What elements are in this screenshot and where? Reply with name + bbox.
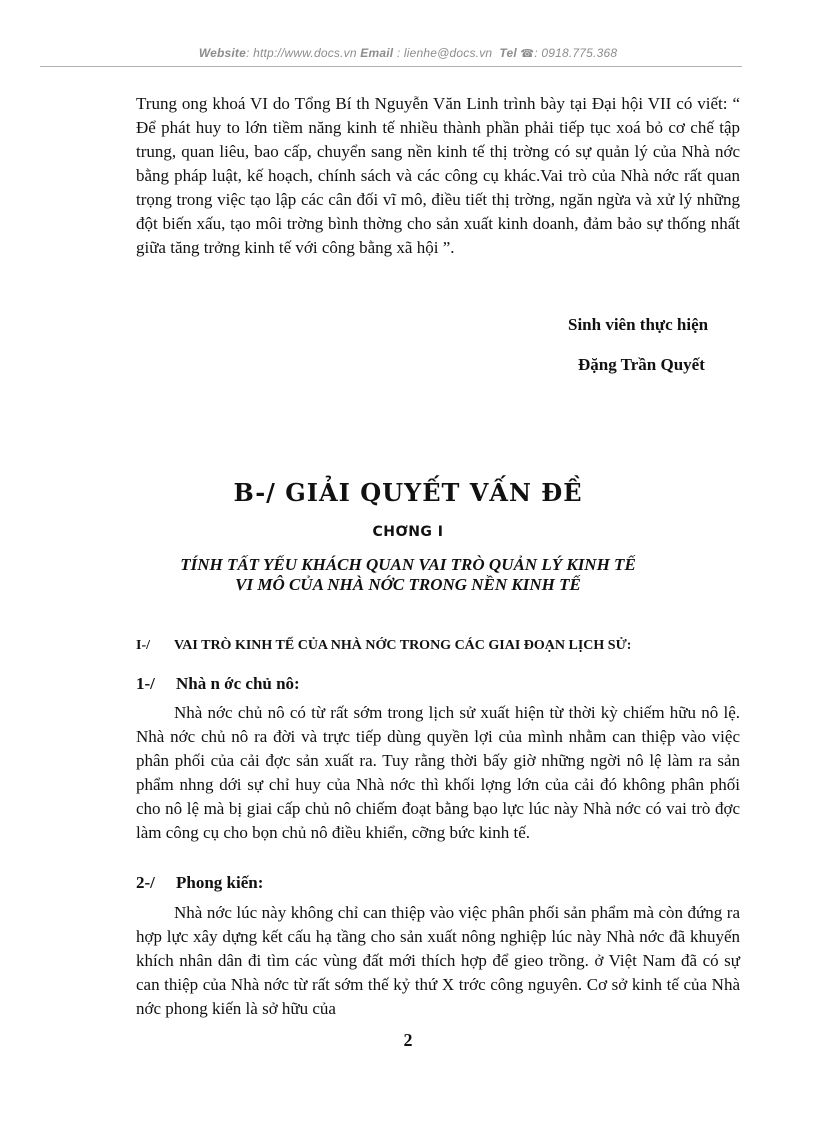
chapter-label: CHƠNG I	[372, 524, 444, 540]
header-divider	[40, 66, 742, 67]
subheading-2-number: 2-/	[136, 873, 155, 892]
page-number: 2	[403, 1030, 413, 1050]
paragraph-intro	[136, 92, 740, 260]
tel-value: : 0918.775.368	[534, 46, 618, 60]
body-section-2-text: Nhà nớc lúc này không chỉ can thiệp vào việc phân phối sản phẩm mà còn đứng ra hợp lực xây dựng kết cấu hạ tầng cho sản xuất nông nghiệp lúc này Nhà nớc đã khuyến khích nhân dân đi tìm các vùng đất mới thích hợp để gieo trồng. ở Việt Nam đã có sự can thiệp của Nhà nớc từ rất sớm thế kỷ thứ X trớc công nguyên. Cơ sở kinh tế của Nhà nớc phong kiến là sở hữu của	[136, 903, 740, 1018]
subheading-2	[136, 873, 263, 893]
subheading-1-title: Nhà n ớc chủ nô:	[176, 674, 300, 693]
heading-section-I	[136, 638, 631, 654]
paragraph-intro-text: Trung ong khoá VI do Tổng Bí th Nguyễn Văn Linh trình bày tại Đại hội VII có viết: “ Để phát huy to lớn tiềm năng kinh tế nhiều thành phần phải tiếp tục xoá bỏ cơ chế tập trung, quan liêu, bao cấp, chuyển sang nền kinh tế thị trờng có sự quản lý của Nhà nớc bằng pháp luật, kế hoạch, chính sách và các công cụ khác.Vai trò của Nhà nớc rất quan trọng trong việc tạo lập các cân đối vĩ mô, điều tiết thị trờng, ngăn ngừa và xử lý những đột biến xấu, tạo môi trờng bình thờng cho sản xuất kinh doanh, đảm bảo sự thống nhất giữa tăng trởng kinh tế với công bằng xã hội ”.	[136, 94, 740, 257]
website-value: : http://www.docs.vn	[246, 46, 357, 60]
subheading-1	[136, 674, 300, 694]
body-section-2	[136, 901, 740, 1021]
heading-I-text: VAI TRÒ KINH TẾ CỦA NHÀ NỚC TRONG CÁC GIAI ĐOẠN LỊCH SỬ:	[174, 638, 632, 653]
tel-label: Tel	[499, 46, 517, 60]
page-header	[0, 46, 816, 60]
email-label: Email	[360, 46, 394, 60]
subheading-2-title: Phong kiến:	[176, 873, 264, 892]
subheading-1-number: 1-/	[136, 674, 155, 693]
body-section-1-text: Nhà nớc chủ nô có từ rất sớm trong lịch sử xuất hiện từ thời kỳ chiếm hữu nô lệ. Nhà nớc chủ nô ra đời và trực tiếp dùng quyền lợi của mình nhằm can thiệp vào việc phân phối của cải đợc sản xuất ra. Tuy rằng thời bấy giờ những ngời nô lệ làm ra sản phẩm nhng dới sự chỉ huy của Nhà nớc thì khối lợng lớn của cải đó không phân phối cho nô lệ mà bị giai cấp chủ nô chiếm đoạt bằng bạo lực lúc này Nhà nớc có vai trò đợc làm công cụ cho bọn chủ nô điều khiển, cỡng bức kinh tế.	[136, 703, 740, 842]
chapter-title	[0, 555, 816, 595]
section-title: B-/ GIẢI QUYẾT VẤN ĐỀ	[233, 478, 583, 507]
chapter-title-line1: TÍNH TẤT YẾU KHÁCH QUAN VAI TRÒ QUẢN LÝ KINH TẾ	[180, 555, 636, 574]
website-label: Website	[198, 46, 247, 60]
signature-role: Sinh viên thực hiện	[568, 315, 709, 334]
signature-name: Đặng Trần Quyết	[578, 355, 705, 374]
body-section-1	[136, 701, 740, 845]
heading-I-number: I-/	[136, 638, 150, 653]
telephone-icon: ☎	[520, 48, 535, 60]
email-value: : lienhe@docs.vn	[396, 46, 493, 60]
chapter-title-line2: VI MÔ CỦA NHÀ NỚC TRONG NỀN KINH TẾ	[235, 575, 581, 594]
